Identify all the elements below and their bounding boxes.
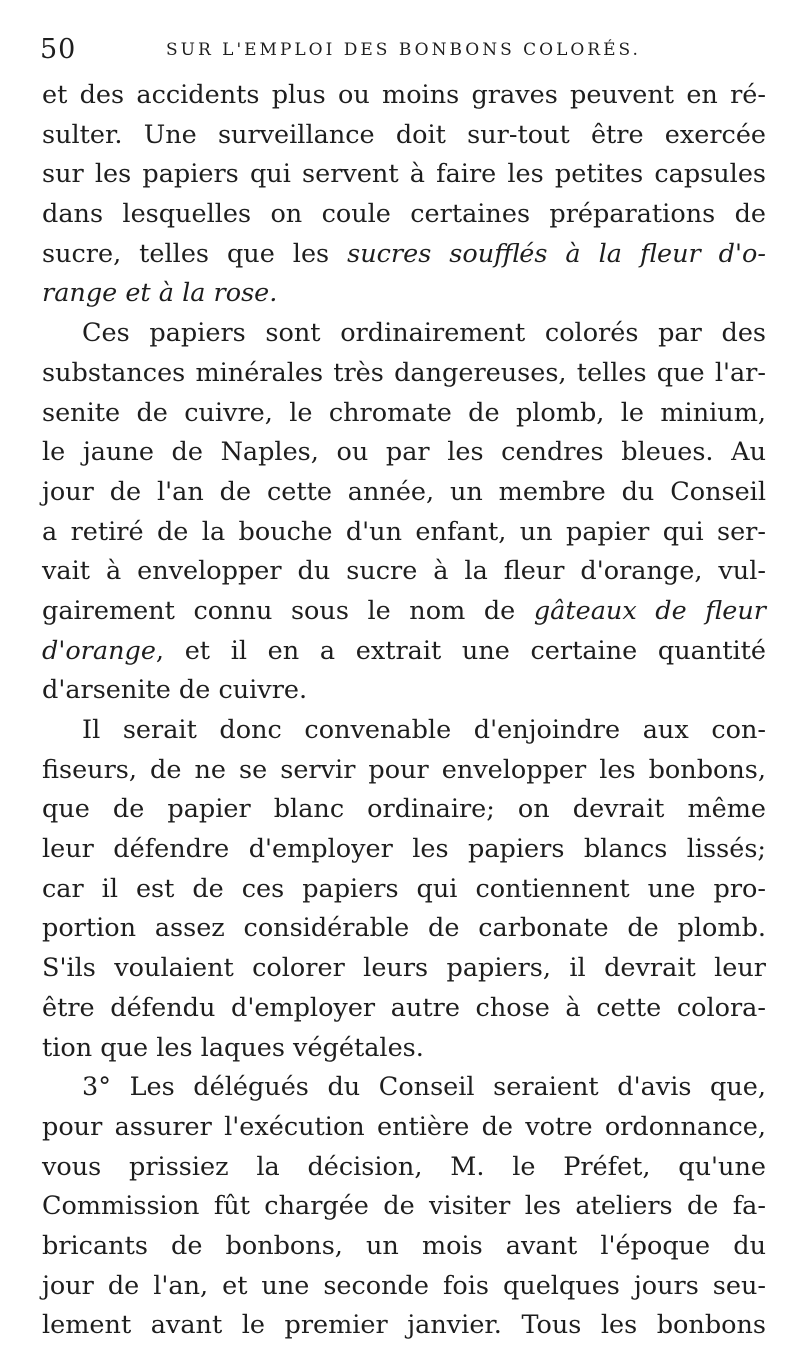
- text-line: portion assez considérable de carbonate de plomb.: [42, 913, 766, 944]
- text-line: [42, 592, 766, 632]
- text-line: [42, 632, 766, 672]
- text-line: le jaune de Naples, ou par les cendres bleues. Au: [42, 437, 766, 468]
- italic-text-run: sucres soufflés à la fleur d'o-: [347, 238, 766, 269]
- text-line: lement avant le premier janvier. Tous les bonbons: [42, 1310, 766, 1341]
- text-line: car il est de ces papiers qui contiennent une pro-: [42, 873, 766, 904]
- text-line: S'ils voulaient colorer leurs papiers, il devrait leur: [42, 953, 766, 984]
- body-text: [42, 76, 766, 1346]
- text-line: Ces papiers sont ordinairement colorés par des: [82, 318, 766, 349]
- text-line: être défendu d'employer autre chose à cette colora-: [42, 992, 766, 1023]
- text-line: tion que les laques végétales.: [42, 1032, 424, 1063]
- running-title: SUR L'EMPLOI DES BONBONS COLORÉS.: [166, 40, 641, 60]
- text-line: 3° Les délégués du Conseil seraient d'avis que,: [82, 1072, 766, 1103]
- text-line: sulter. Une surveillance doit sur-tout être exercée: [42, 119, 766, 150]
- text-line: d'arsenite de cuivre.: [42, 675, 308, 706]
- text-line: dans lesquelles on coule certaines préparations de: [42, 199, 766, 230]
- italic-text-run: range et à la rose.: [42, 278, 278, 309]
- text-line: substances minérales très dangereuses, telles que l'ar-: [42, 357, 766, 388]
- page-number: 50: [40, 34, 77, 65]
- text-line: que de papier blanc ordinaire; on devrait même: [42, 794, 766, 825]
- text-run: , et il en a extrait une certaine quantité: [155, 635, 766, 666]
- italic-text-run: gâteaux de fleur: [533, 595, 766, 626]
- text-line: pour assurer l'exécution entière de votre ordonnance,: [42, 1111, 766, 1142]
- text-line: jour de l'an, et une seconde fois quelques jours seu-: [42, 1270, 766, 1301]
- text-line: bricants de bonbons, un mois avant l'époque du: [42, 1230, 766, 1261]
- text-line: senite de cuivre, le chromate de plomb, le minium,: [42, 397, 766, 428]
- text-run: sucre, telles que les: [42, 238, 348, 269]
- text-line: [42, 274, 766, 314]
- text-line: sur les papiers qui servent à faire les petites capsules: [42, 159, 766, 190]
- text-line: leur défendre d'employer les papiers blancs lissés;: [42, 834, 766, 865]
- text-line: jour de l'an de cette année, un membre du Conseil: [42, 476, 766, 507]
- text-line: vous prissiez la décision, M. le Préfet, qu'une: [42, 1151, 766, 1182]
- running-head: [36, 30, 770, 70]
- text-line: vait à envelopper du sucre à la fleur d'orange, vul-: [42, 556, 766, 587]
- italic-text-run: d'orange: [42, 635, 156, 666]
- text-line: Il serait donc convenable d'enjoindre aux con-: [82, 715, 766, 745]
- text-line: fiseurs, de ne se servir pour envelopper les bonbons,: [42, 754, 766, 785]
- text-line: et des accidents plus ou moins graves peuvent en ré-: [42, 80, 766, 110]
- text-run: gairement connu sous le nom de: [42, 595, 534, 626]
- text-line: a retiré de la bouche d'un enfant, un papier qui ser-: [42, 516, 766, 547]
- text-line: [42, 235, 766, 275]
- text-line: Commission fût chargée de visiter les ateliers de fa-: [42, 1191, 766, 1222]
